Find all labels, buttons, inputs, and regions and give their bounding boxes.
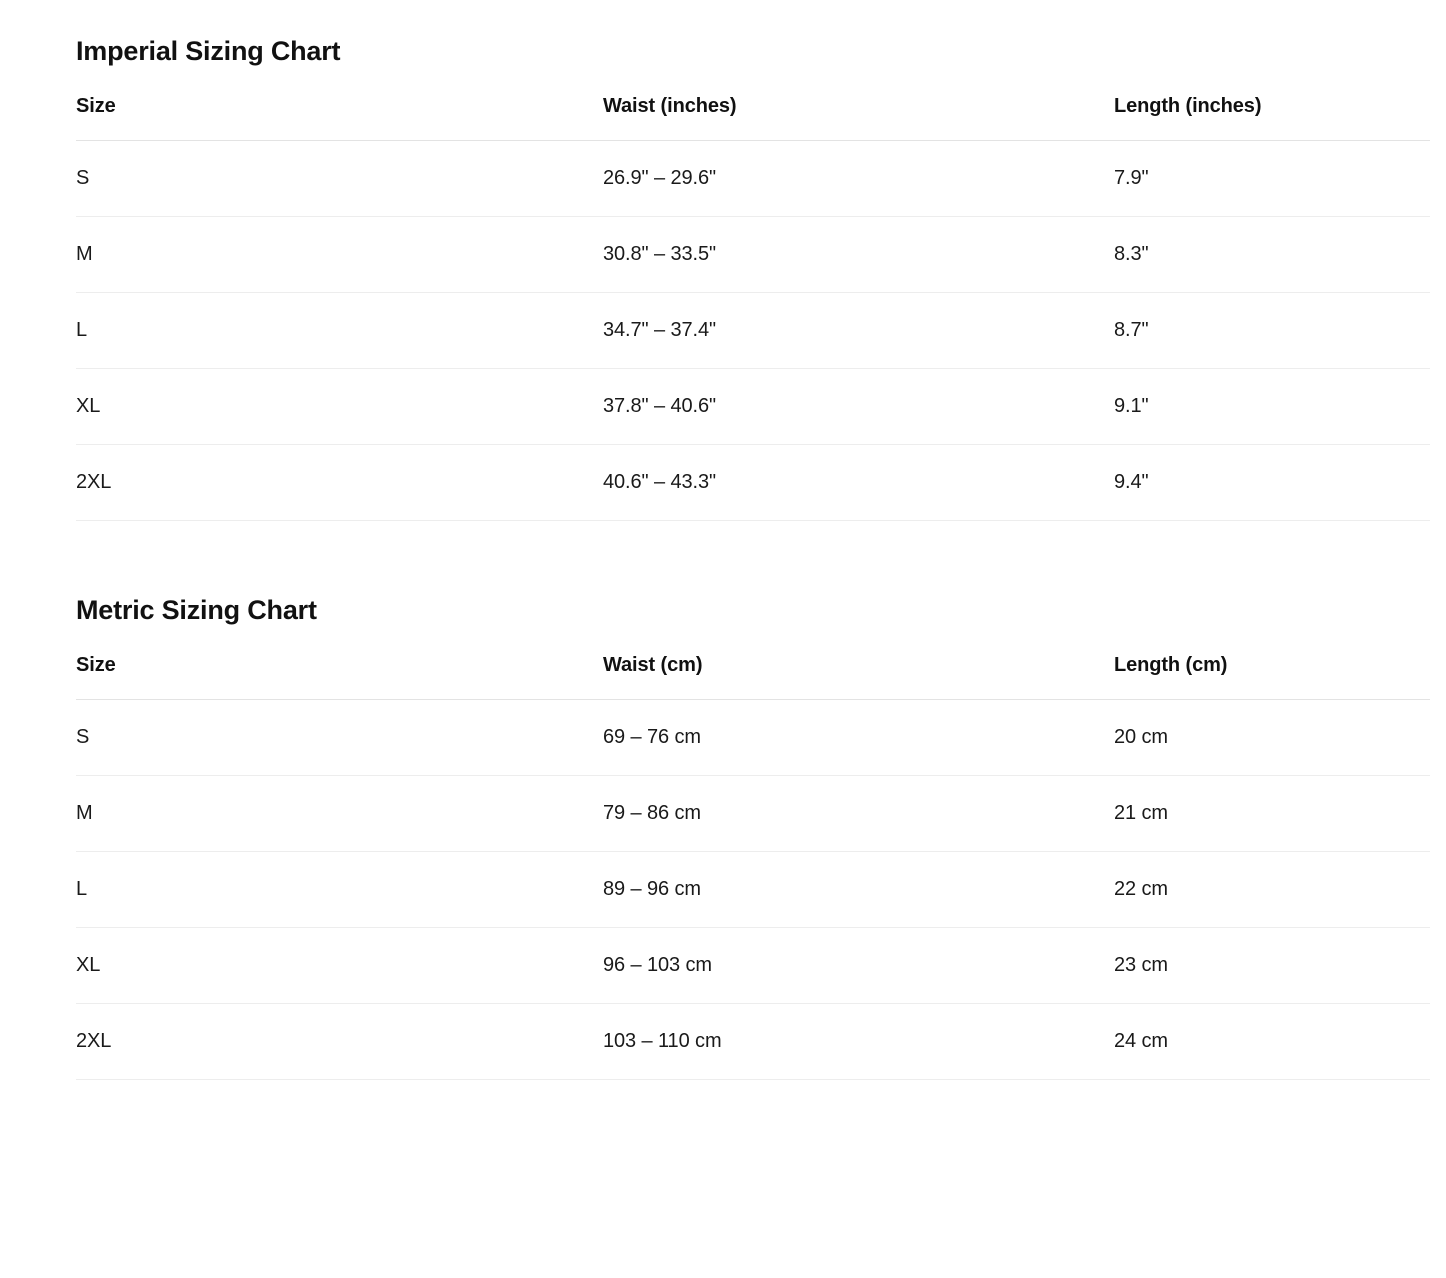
metric-section-title: Metric Sizing Chart	[76, 595, 317, 625]
section-divider-space	[0, 521, 1446, 563]
table-row	[76, 700, 1430, 776]
cell-waist: 89 – 96 cm	[603, 852, 1114, 928]
cell-waist: 26.9" – 29.6"	[603, 141, 1114, 217]
cell-size: XL	[76, 369, 603, 445]
column-header-waist: Waist (inches)	[603, 95, 1114, 141]
table-header-row	[76, 95, 1430, 141]
cell-size: L	[76, 293, 603, 369]
table-row	[76, 1004, 1430, 1080]
cell-length: 24 cm	[1114, 1004, 1430, 1080]
cell-size: XL	[76, 928, 603, 1004]
cell-length: 7.9"	[1114, 141, 1430, 217]
cell-size: M	[76, 217, 603, 293]
metric-sizing-section	[0, 563, 1446, 1080]
cell-length: 8.3"	[1114, 217, 1430, 293]
cell-waist: 34.7" – 37.4"	[603, 293, 1114, 369]
cell-waist: 30.8" – 33.5"	[603, 217, 1114, 293]
imperial-table-body	[76, 141, 1430, 521]
column-header-length: Length (cm)	[1114, 654, 1430, 700]
imperial-sizing-table	[76, 95, 1430, 521]
cell-length: 8.7"	[1114, 293, 1430, 369]
cell-length: 20 cm	[1114, 700, 1430, 776]
page-bottom-space	[0, 1080, 1446, 1110]
cell-length: 23 cm	[1114, 928, 1430, 1004]
column-header-waist: Waist (cm)	[603, 654, 1114, 700]
table-row	[76, 293, 1430, 369]
cell-size: 2XL	[76, 1004, 603, 1080]
table-header-row	[76, 654, 1430, 700]
column-header-size: Size	[76, 95, 603, 141]
table-row	[76, 445, 1430, 521]
table-row	[76, 141, 1430, 217]
cell-size: S	[76, 700, 603, 776]
cell-waist: 69 – 76 cm	[603, 700, 1114, 776]
metric-table-body	[76, 700, 1430, 1080]
metric-sizing-table	[76, 654, 1430, 1080]
imperial-sizing-section	[0, 0, 1446, 521]
cell-size: M	[76, 776, 603, 852]
cell-waist: 37.8" – 40.6"	[603, 369, 1114, 445]
cell-length: 9.4"	[1114, 445, 1430, 521]
cell-length: 21 cm	[1114, 776, 1430, 852]
metric-table-head	[76, 654, 1430, 700]
cell-length: 22 cm	[1114, 852, 1430, 928]
cell-waist: 96 – 103 cm	[603, 928, 1114, 1004]
table-row	[76, 776, 1430, 852]
cell-waist: 103 – 110 cm	[603, 1004, 1114, 1080]
cell-size: S	[76, 141, 603, 217]
column-header-size: Size	[76, 654, 603, 700]
table-row	[76, 369, 1430, 445]
cell-waist: 79 – 86 cm	[603, 776, 1114, 852]
column-header-length: Length (inches)	[1114, 95, 1430, 141]
cell-size: L	[76, 852, 603, 928]
cell-waist: 40.6" – 43.3"	[603, 445, 1114, 521]
cell-size: 2XL	[76, 445, 603, 521]
imperial-section-title: Imperial Sizing Chart	[76, 36, 341, 66]
cell-length: 9.1"	[1114, 369, 1430, 445]
table-row	[76, 217, 1430, 293]
table-row	[76, 928, 1430, 1004]
table-row	[76, 852, 1430, 928]
imperial-table-head	[76, 95, 1430, 141]
